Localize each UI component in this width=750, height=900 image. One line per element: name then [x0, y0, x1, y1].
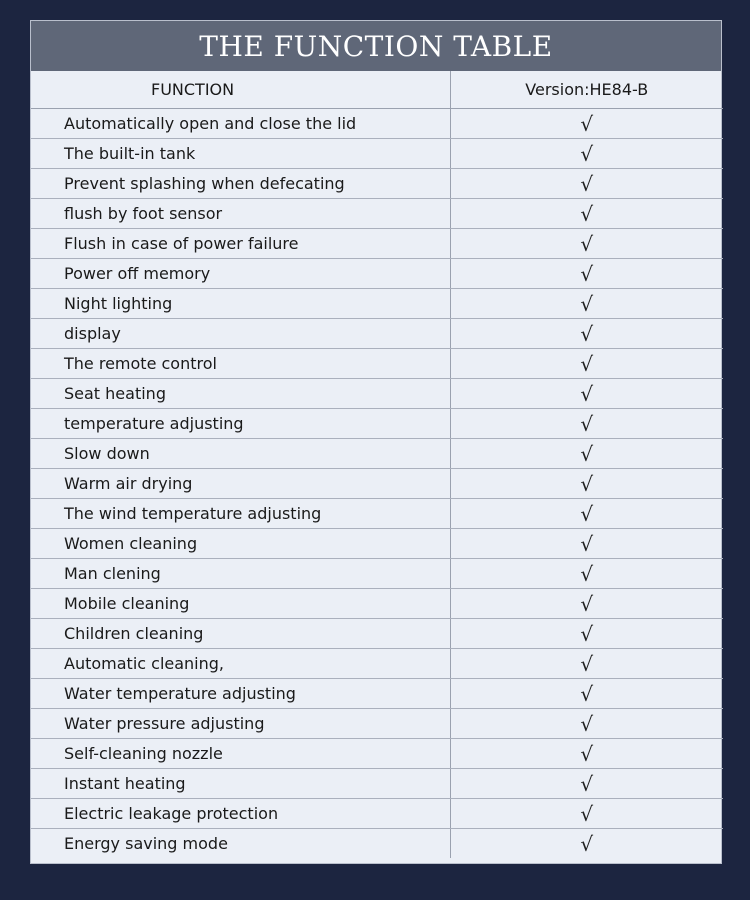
function-name: Water pressure adjusting	[31, 709, 450, 739]
check-mark-icon: √	[450, 259, 723, 289]
table-row	[31, 319, 723, 349]
check-mark-icon: √	[450, 379, 723, 409]
check-mark-icon: √	[450, 169, 723, 199]
table-body	[31, 109, 723, 859]
table-row	[31, 229, 723, 259]
check-mark-icon: √	[450, 109, 723, 139]
table-row	[31, 379, 723, 409]
table-row	[31, 469, 723, 499]
check-mark-icon: √	[450, 469, 723, 499]
check-mark-icon: √	[450, 589, 723, 619]
function-name: Automatic cleaning,	[31, 649, 450, 679]
version-column-header: Version:HE84-B	[450, 71, 723, 109]
function-table	[31, 71, 723, 858]
check-mark-icon: √	[450, 559, 723, 589]
function-name: display	[31, 319, 450, 349]
table-row	[31, 739, 723, 769]
function-name: The built-in tank	[31, 139, 450, 169]
function-name: Automatically open and close the lid	[31, 109, 450, 139]
function-name: Electric leakage protection	[31, 799, 450, 829]
check-mark-icon: √	[450, 769, 723, 799]
table-row	[31, 109, 723, 139]
check-mark-icon: √	[450, 829, 723, 859]
function-name: Women cleaning	[31, 529, 450, 559]
function-name: Children cleaning	[31, 619, 450, 649]
check-mark-icon: √	[450, 289, 723, 319]
function-name: Man clening	[31, 559, 450, 589]
function-name: Slow down	[31, 439, 450, 469]
function-name: Water temperature adjusting	[31, 679, 450, 709]
function-name: Power off memory	[31, 259, 450, 289]
table-row	[31, 529, 723, 559]
function-name: flush by foot sensor	[31, 199, 450, 229]
check-mark-icon: √	[450, 199, 723, 229]
check-mark-icon: √	[450, 319, 723, 349]
check-mark-icon: √	[450, 799, 723, 829]
check-mark-icon: √	[450, 139, 723, 169]
function-column-header: FUNCTION	[31, 71, 450, 109]
table-row	[31, 619, 723, 649]
check-mark-icon: √	[450, 439, 723, 469]
check-mark-icon: √	[450, 619, 723, 649]
check-mark-icon: √	[450, 529, 723, 559]
function-name: Seat heating	[31, 379, 450, 409]
check-mark-icon: √	[450, 649, 723, 679]
table-row	[31, 349, 723, 379]
function-name: Flush in case of power failure	[31, 229, 450, 259]
table-row	[31, 559, 723, 589]
function-name: temperature adjusting	[31, 409, 450, 439]
function-name: Mobile cleaning	[31, 589, 450, 619]
check-mark-icon: √	[450, 409, 723, 439]
function-name: Warm air drying	[31, 469, 450, 499]
table-row	[31, 139, 723, 169]
table-row	[31, 289, 723, 319]
check-mark-icon: √	[450, 349, 723, 379]
function-name: Instant heating	[31, 769, 450, 799]
check-mark-icon: √	[450, 739, 723, 769]
table-row	[31, 799, 723, 829]
table-row	[31, 499, 723, 529]
page-title: THE FUNCTION TABLE	[31, 21, 721, 71]
function-name: Energy saving mode	[64, 834, 228, 853]
table-row	[31, 409, 723, 439]
check-mark-icon: √	[450, 679, 723, 709]
function-name: The wind temperature adjusting	[31, 499, 450, 529]
check-mark-icon: √	[450, 709, 723, 739]
table-row	[31, 769, 723, 799]
table-row	[31, 679, 723, 709]
function-table-card	[30, 20, 722, 864]
table-row	[31, 649, 723, 679]
function-name: The remote control	[31, 349, 450, 379]
table-row	[31, 829, 723, 859]
table-row	[31, 709, 723, 739]
function-name: Night lighting	[31, 289, 450, 319]
table-row	[31, 199, 723, 229]
table-row	[31, 259, 723, 289]
check-mark-icon: √	[450, 499, 723, 529]
table-row	[31, 439, 723, 469]
function-name: Prevent splashing when defecating	[31, 169, 450, 199]
table-header-row	[31, 71, 723, 109]
function-name: Self-cleaning nozzle	[31, 739, 450, 769]
table-row	[31, 589, 723, 619]
check-mark-icon: √	[450, 229, 723, 259]
table-row	[31, 169, 723, 199]
